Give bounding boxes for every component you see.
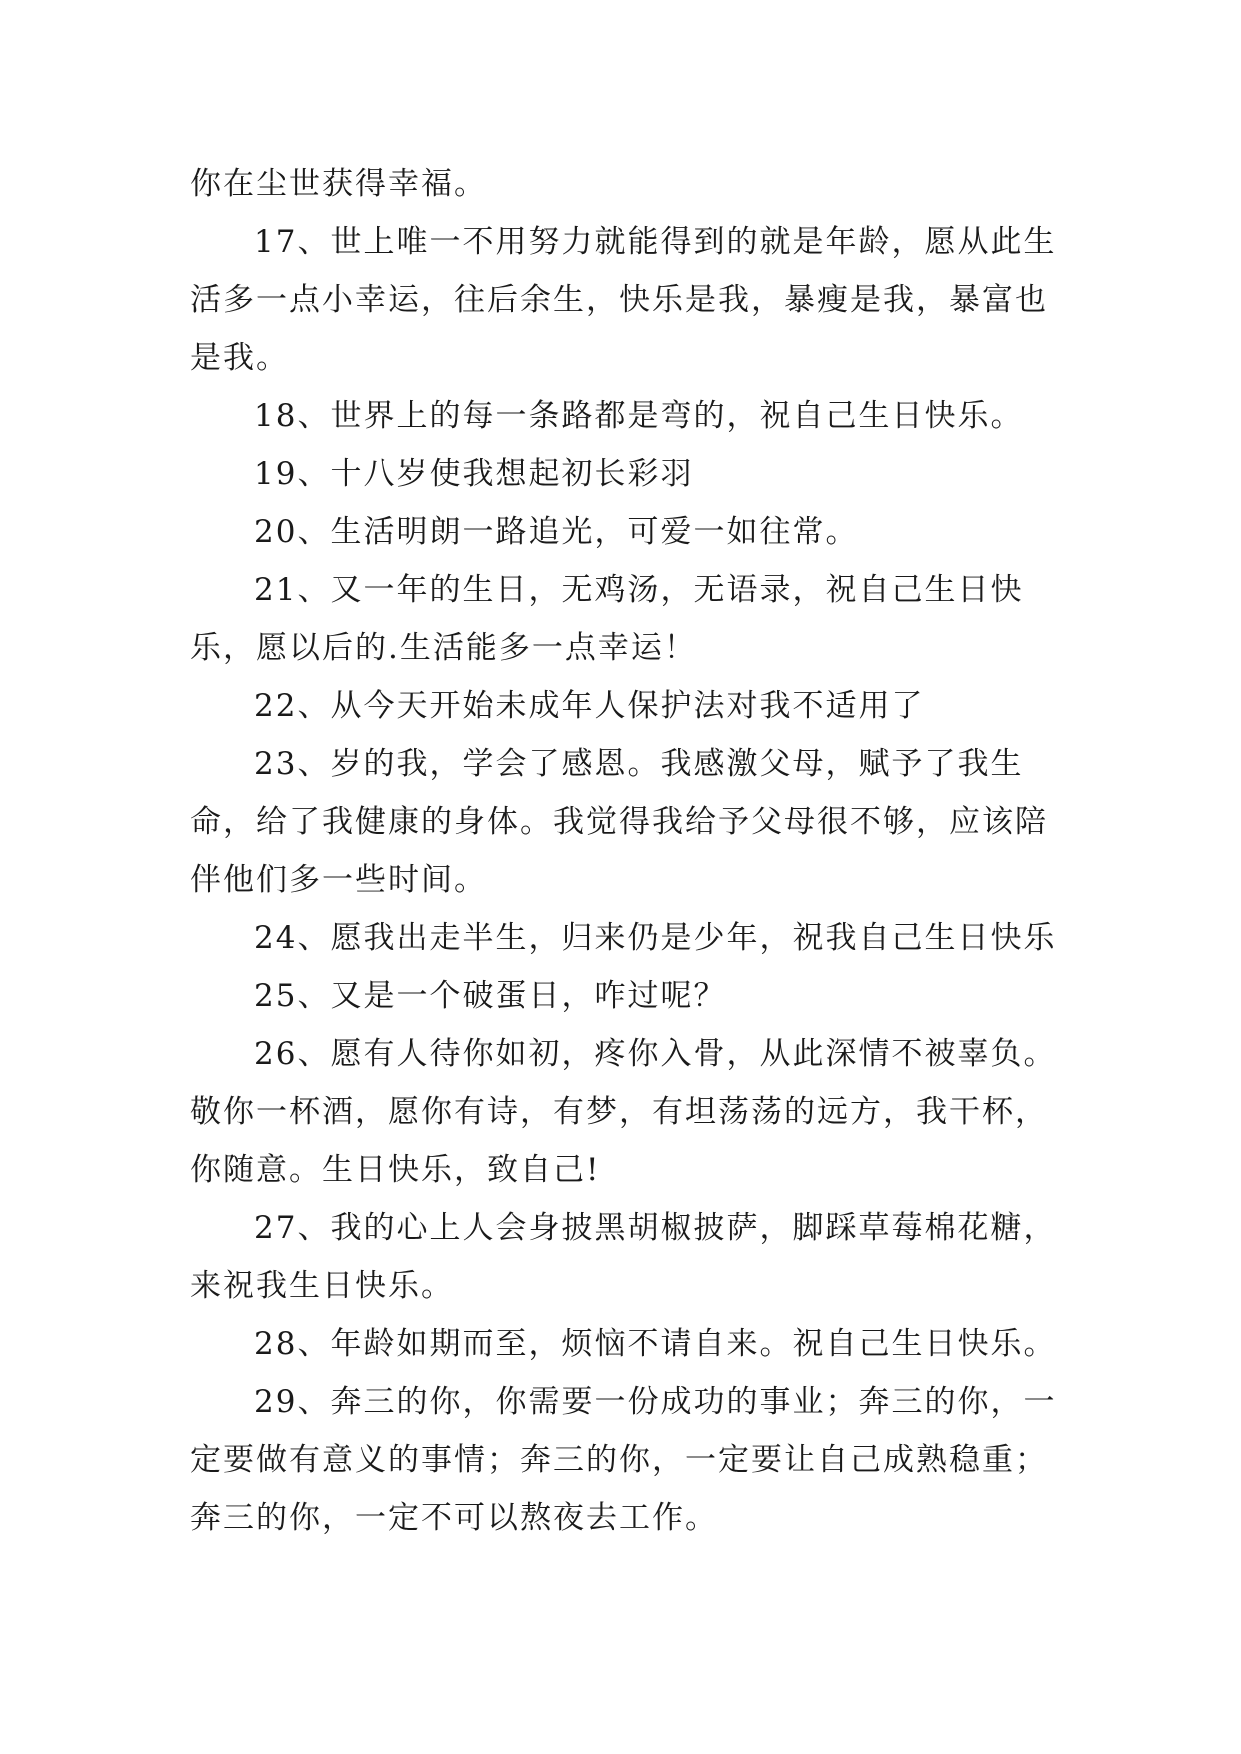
paragraph-19: 19、十八岁使我想起初长彩羽	[254, 456, 694, 492]
paragraph-25: 25、又是一个破蛋日，咋过呢？	[254, 978, 727, 1014]
paragraph-24: 24、愿我出走半生，归来仍是少年，祝我自己生日快乐	[254, 920, 1057, 956]
paragraph-28: 28、年龄如期而至，烦恼不请自来。祝自己生日快乐。	[254, 1326, 1057, 1362]
paragraph-21: 21、又一年的生日，无鸡汤，无语录，祝自己生日快乐，愿以后的.生活能多一点幸运！	[190, 572, 1024, 666]
paragraph-17: 17、世上唯一不用努力就能得到的就是年龄，愿从此生活多一点小幸运，往后余生，快乐是我，暴瘦是我，暴富也是我。	[190, 224, 1057, 376]
paragraph-27: 27、我的心上人会身披黑胡椒披萨，脚踩草莓棉花糖，来祝我生日快乐。	[190, 1210, 1057, 1304]
paragraph-18: 18、世界上的每一条路都是弯的，祝自己生日快乐。	[254, 398, 1024, 434]
paragraph-26: 26、愿有人待你如初，疼你入骨，从此深情不被辜负。敬你一杯酒，愿你有诗，有梦，有坦荡荡的远方，我干杯，你随意。生日快乐，致自己!	[190, 1036, 1057, 1188]
paragraph-29: 29、奔三的你，你需要一份成功的事业；奔三的你，一定要做有意义的事情；奔三的你，一定要让自己成熟稳重；奔三的你，一定不可以熬夜去工作。	[190, 1384, 1057, 1536]
paragraph-0: 你在尘世获得幸福。	[190, 166, 487, 202]
paragraph-23: 23、岁的我，学会了感恩。我感激父母，赋予了我生命，给了我健康的身体。我觉得我给予父母很不够，应该陪伴他们多一些时间。	[190, 746, 1048, 898]
paragraph-20: 20、生活明朗一路追光，可爱一如往常。	[254, 514, 859, 550]
document-body	[190, 155, 1070, 1547]
paragraph-22: 22、从今天开始未成年人保护法对我不适用了	[254, 688, 925, 724]
